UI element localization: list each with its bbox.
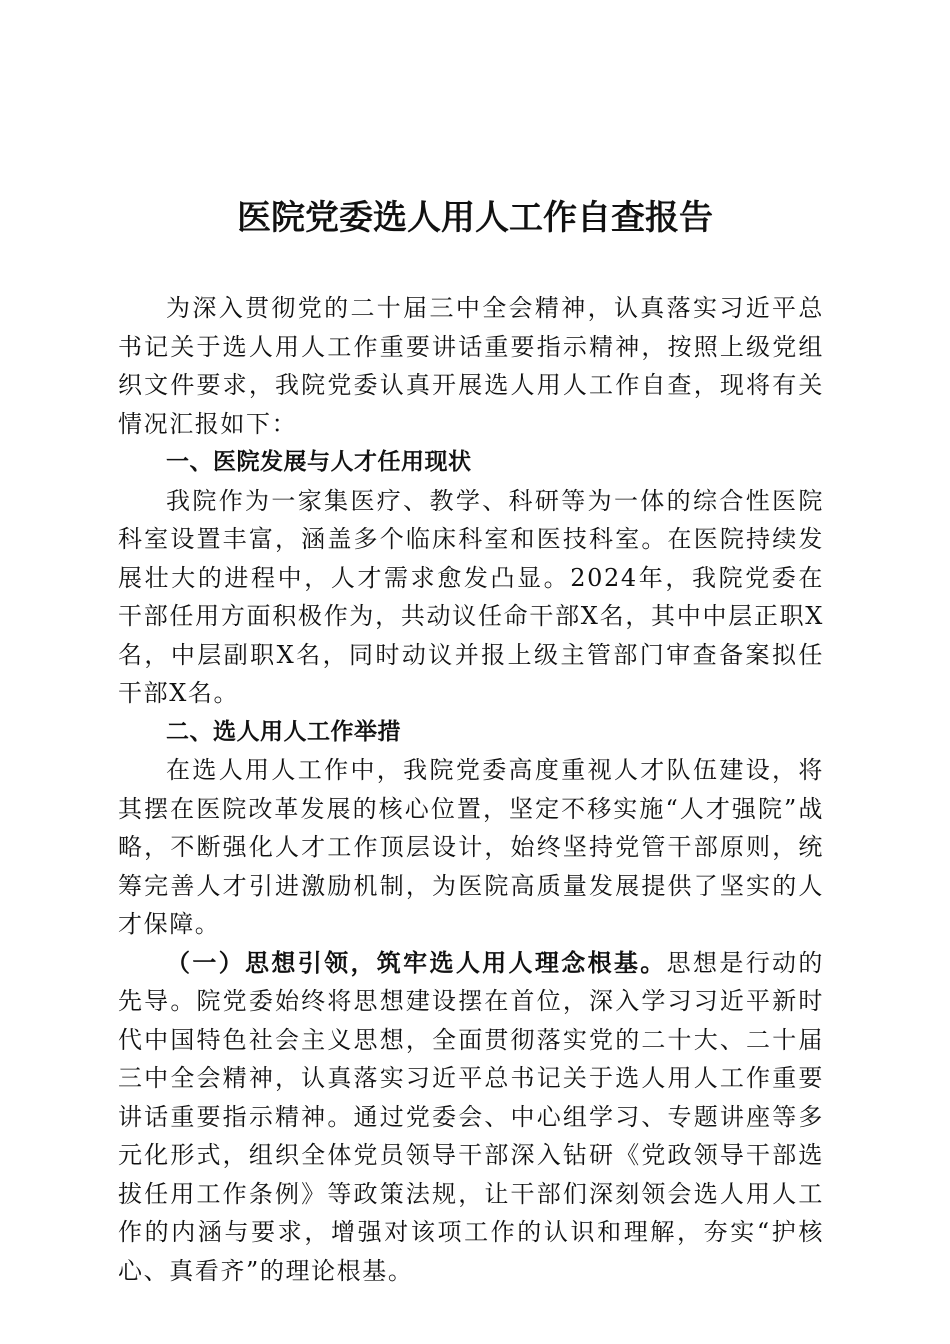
section-heading-2: 二、选人用人工作举措 [166, 718, 401, 745]
subsection-paragraph [118, 944, 824, 1291]
section-paragraph-2: 在选人用人工作中，我院党委高度重视人才队伍建设，将其摆在医院改革发展的核心位置，坚定不移实施“人才强院”战略，不断强化人才工作顶层设计，始终坚持党管干部原则，统筹完善人才引进激励机制，为医院高质量发展提供了坚实的人才保障。 [118, 756, 824, 938]
document-body [118, 289, 824, 1290]
subsection-text: 思想是行动的先导。院党委始终将思想建设摆在首位，深入学习习近平新时代中国特色社会主义思想，全面贯彻落实党的二十大、二十届三中全会精神，认真落实习近平总书记关于选人用人工作重要讲话重要指示精神。通过党委会、中心组学习、专题讲座等多元化形式，组织全体党员领导干部深入钻研《党政领导干部选拔任用工作条例》等政策法规，让干部们深刻领会选人用人工作的内涵与要求，增强对该项工作的认识和理解，夯实“护核心、真看齐”的理论根基。 [118, 948, 824, 1285]
intro-paragraph: 为深入贯彻党的二十届三中全会精神，认真落实习近平总书记关于选人用人工作重要讲话重要指示精神，按照上级党组织文件要求，我院党委认真开展选人用人工作自查，现将有关情况汇报如下： [118, 294, 824, 438]
section-paragraph-1: 我院作为一家集医疗、教学、科研等为一体的综合性医院科室设置丰富，涵盖多个临床科室和医技科室。在医院持续发展壮大的进程中，人才需求愈发凸显。2024年，我院党委在干部任用方面积极作为，共动议任命干部X名，其中中层正职X名，中层副职X名，同时动议并报上级主管部门审查备案拟任干部X名。 [118, 486, 824, 707]
section-heading-1: 一、医院发展与人才任用现状 [166, 449, 472, 475]
subsection-lead: （一）思想引领，筑牢选人用人理念根基。 [166, 947, 667, 977]
document-title: 医院党委选人用人工作自查报告 [237, 198, 713, 238]
